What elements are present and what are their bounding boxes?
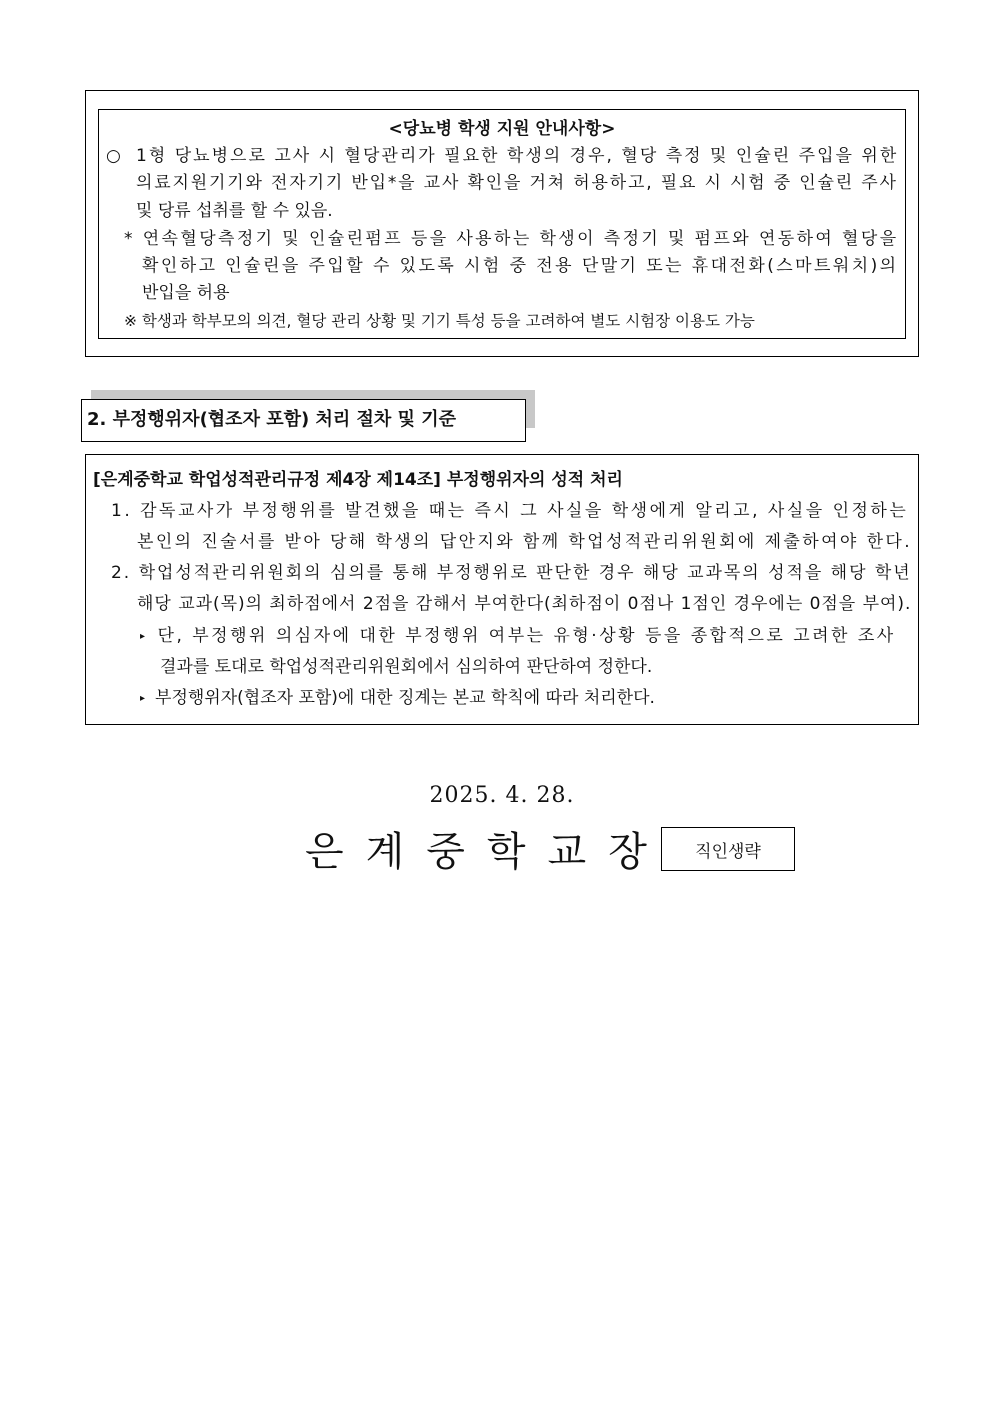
notice-footnote-line-2: 확인하고 인슐린을 주입할 수 있도록 시험 중 전용 단말기 또는 휴대전화(스마트워치)의: [142, 256, 899, 276]
rule-item-1-line-1: 1. 감독교사가 부정행위를 발견했을 때는 즉시 그 사실을 학생에게 알리고, 사실을 인정하는: [111, 501, 909, 521]
rule-title: [은계중학교 학업성적관리규정 제4장 제14조] 부정행위자의 성적 처리: [93, 470, 623, 490]
triangle-bullet-icon: ▸: [140, 631, 148, 642]
section-heading: 2. 부정행위자(협조자 포함) 처리 절차 및 기준: [87, 409, 457, 430]
notice-main-line-3: 및 당류 섭취를 할 수 있음.: [136, 201, 333, 221]
notice-title: <당뇨병 학생 지원 안내사항>: [388, 119, 616, 139]
rule-subitem-1-line-1: [140, 623, 896, 650]
document-date: 2025. 4. 28.: [429, 783, 575, 808]
rule-item-2-line-1: 2. 학업성적관리위원회의 심의를 통해 부정행위로 판단한 경우 해당 교과목의 성적을 해당 학년: [111, 563, 912, 583]
seal-omitted-box: 직인생략: [661, 827, 795, 871]
rule-subitem-2: [140, 685, 655, 712]
notice-main-line-1: 1형 당뇨병으로 고사 시 혈당관리가 필요한 학생의 경우, 혈당 측정 및 인슐린 주입을 위한: [136, 146, 899, 166]
notice-footnote-line-3: 반입을 허용: [142, 283, 230, 303]
circle-bullet-icon: ○: [106, 146, 121, 166]
rule-subitem-1-line-2: 결과를 토대로 학업성적관리위원회에서 심의하여 판단하여 정한다.: [160, 657, 653, 677]
rule-item-1-line-2: 본인의 진술서를 받아 당해 학생의 답안지와 함께 학업성적관리위원회에 제출하여야 한다.: [137, 532, 913, 552]
notice-main-line-2: 의료지원기기와 전자기기 반입*을 교사 확인을 거쳐 허용하고, 필요 시 시험 중 인슐린 주사: [136, 173, 898, 193]
notice-footnote-line-1: * 연속혈당측정기 및 인슐린펌프 등을 사용하는 학생이 측정기 및 펌프와 연동하여 혈당을: [124, 229, 899, 249]
rule-item-2-line-2: 해당 교과(목)의 최하점에서 2점을 감해서 부여한다(최하점이 0점나 1점인 경우에는 0점을 부여).: [137, 594, 912, 614]
principal-name: 은계중학교장: [305, 829, 669, 875]
triangle-bullet-icon: ▸: [140, 693, 146, 704]
notice-reference-note: ※ 학생과 학부모의 의견, 혈당 관리 상황 및 기기 특성 등을 고려하여 별도 시험장 이용도 가능: [124, 312, 755, 330]
rule-subitem-1-text: 단, 부정행위 의심자에 대한 부정행위 여부는 유형·상황 등을 종합적으로 고려한 조사: [157, 626, 896, 646]
rule-subitem-2-text: 부정행위자(협조자 포함)에 대한 징계는 본교 학칙에 따라 처리한다.: [155, 688, 655, 708]
